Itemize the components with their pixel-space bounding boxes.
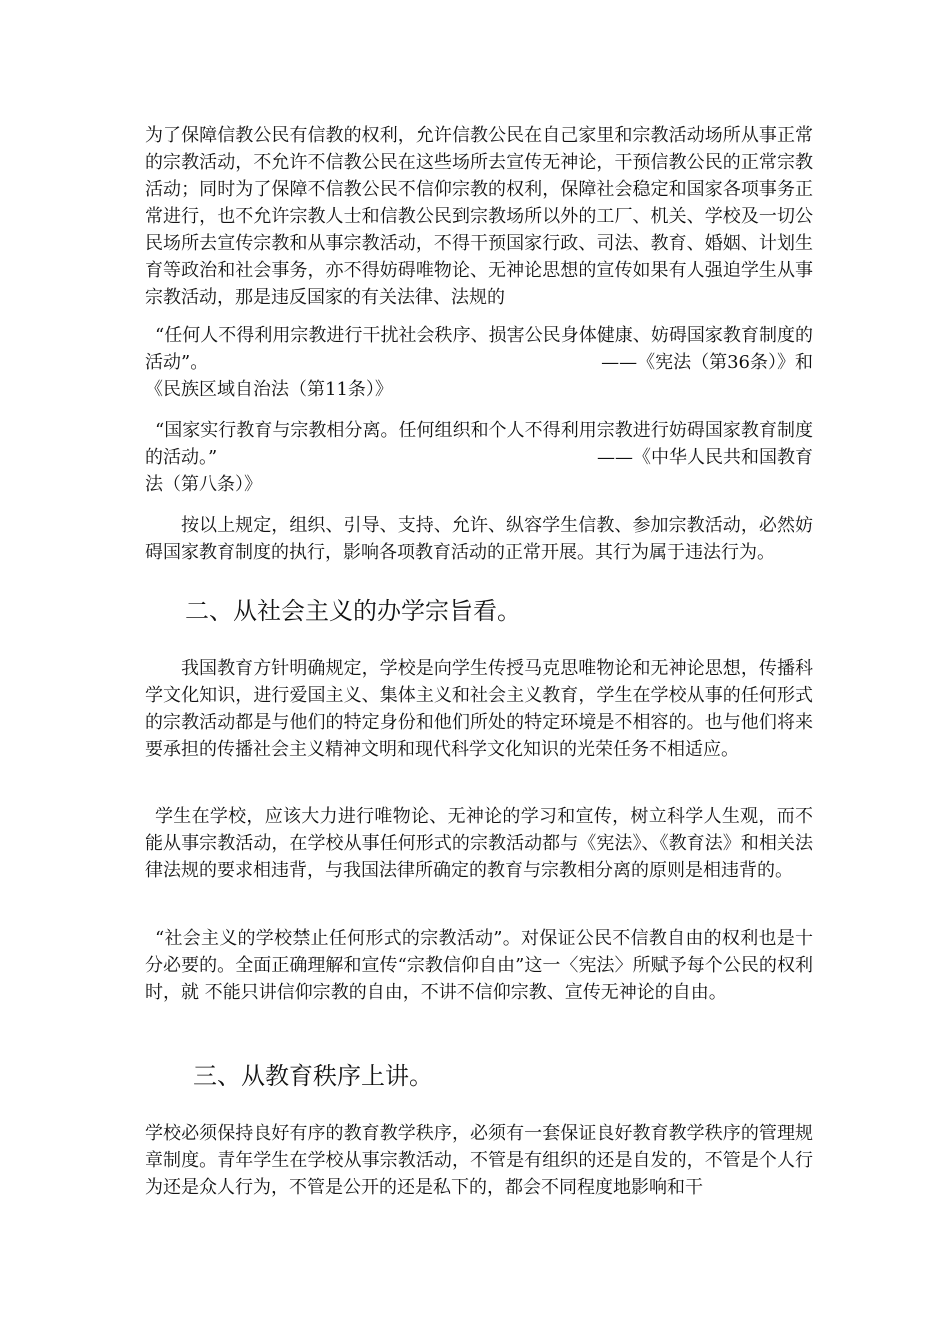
quote-constitution-source: ——《宪法（第36条）》和 <box>601 352 813 373</box>
quote-education-law-text: “国家实行教育与宗教相分离。任何组织和个人不得利用宗教进行妨碍国家教育制度的活动。” <box>145 420 813 468</box>
section-heading-socialist-purpose: 二、从社会主义的办学宗旨看。 <box>185 597 521 625</box>
quote-constitution-text: “任何人不得利用宗教进行干扰社会秩序、损害公民身体健康、妨碍国家教育制度的活动”。 <box>145 325 813 373</box>
section-heading-education-order: 三、从教育秩序上讲。 <box>193 1062 433 1090</box>
paragraph-religious-rights: 为了保障信教公民有信教的权利，允许信教公民在自己家里和宗教活动场所从事正常的宗教活动，不允许不信教公民在这些场所去宣传无神论，干预信教公民的正常宗教活动；同时为了保障不信教公民不信仰宗教的权利，保障社会稳定和国家各项事务正常进行，也不允许宗教人士和信教公民到宗教场所以外的工厂、机关、学校及一切公民场所去宣传宗教和从事宗教活动，不得干预国家行政、司法、教育、婚姻、计划生育等政治和社会事务，亦不得妨碍唯物论、无神论思想的宣传如果有人强迫学生从事宗教活动，那是违反国家的有关法律、法规的 <box>145 125 813 308</box>
paragraph-socialist-school: “社会主义的学校禁止任何形式的宗教活动”。对保证公民不信教自由的权利也是十分必要的。全面正确理解和宣传“宗教信仰自由”这一〈宪法〉所赋予每个公民的权利时，就 不能只讲信仰宗教的自由，不讲不信仰宗教、宣传无神论的自由。 <box>145 928 813 1003</box>
paragraph-school-order: 学校必须保持良好有序的教育教学秩序，必须有一套保证良好教育教学秩序的管理规章制度。青年学生在学校从事宗教活动，不管是有组织的还是自发的，不管是个人行为还是众人行为，不管是公开的还是私下的，都会不同程度地影响和干 <box>145 1123 813 1198</box>
quote-education-law-source-cont: 法（第八条）》 <box>145 474 262 495</box>
paragraph-education-policy: 我国教育方针明确规定，学校是向学生传授马克思唯物论和无神论思想，传播科学文化知识，进行爱国主义、集体主义和社会主义教育，学生在学校从事的任何形式的宗教活动都是与他们的特定身份和他们所处的特定环境是不相容的。也与他们将来要承担的传播社会主义精神文明和现代科学文化知识的光荣任务不相适应。 <box>145 658 813 760</box>
paragraph-conclusion: 按以上规定，组织、引导、支持、允许、纵容学生信教、参加宗教活动，必然妨碍国家教育制度的执行，影响各项教育活动的正常开展。其行为属于违法行为。 <box>145 515 813 563</box>
quote-education-law <box>145 417 813 498</box>
quote-constitution-source-cont: 《民族区域自治法（第11条）》 <box>145 379 393 400</box>
paragraph-students-at-school: 学生在学校，应该大力进行唯物论、无神论的学习和宣传，树立科学人生观，而不能从事宗教活动，在学校从事任何形式的宗教活动都与《宪法》、《教育法》和相关法律法规的要求相违背，与我国法律所确定的教育与宗教相分离的原则是相违背的。 <box>145 806 813 881</box>
quote-education-law-source: ——《中华人民共和国教育 <box>597 447 813 468</box>
quote-constitution <box>145 322 813 403</box>
